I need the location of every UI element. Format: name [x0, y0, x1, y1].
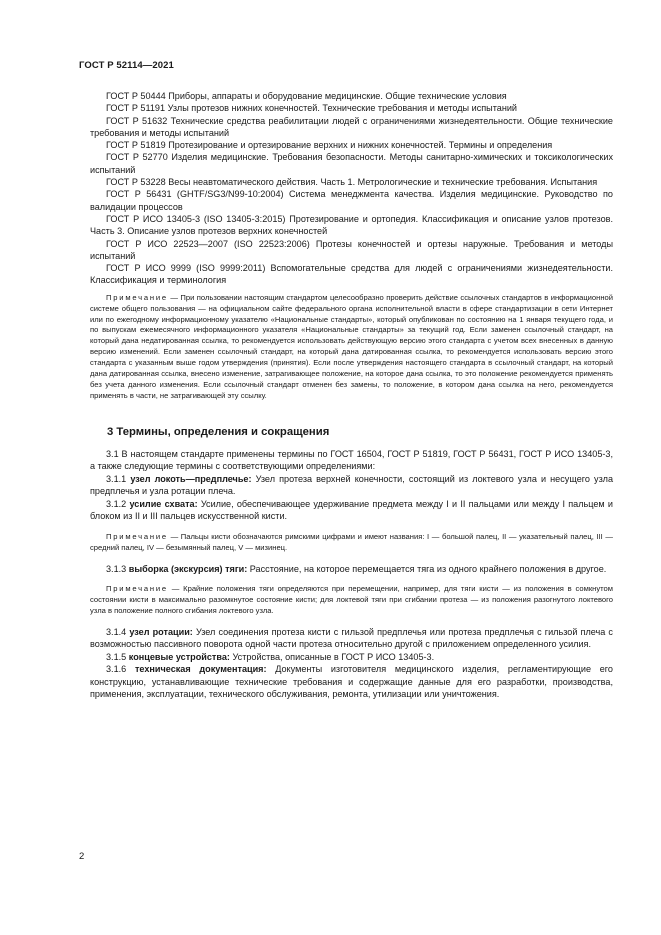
term-number: 3.1.2 [106, 498, 130, 509]
reference-item: ГОСТ Р ИСО 9999 (ISO 9999:2011) Вспомогательные средства для людей с ограничениями жизнедеятельности. Классификация и терминология [90, 263, 613, 286]
term-name: выборка (экскурсия) тяги: [128, 563, 248, 574]
reference-item: ГОСТ Р 52770 Изделия медицинские. Требования безопасности. Методы санитарно-химических и токсикологических испытаний [90, 152, 613, 175]
reference-item: ГОСТ Р 56431 (GHTF/SG3/N99-10:2004) Система менеджмента качества. Изделия медицинские. Руководство по валидации процессов [90, 189, 613, 212]
page-number: 2 [79, 851, 85, 862]
term-name: узел локоть—предплечье: [130, 473, 252, 484]
note-fingers [90, 532, 613, 554]
reference-item: ГОСТ Р 50444 Приборы, аппараты и оборудование медицинские. Общие технические условия [106, 91, 507, 101]
term-name: усилие схвата: [129, 498, 198, 509]
term-3-1-6 [90, 663, 613, 701]
section-intro: 3.1 В настоящем стандарте применены термины по ГОСТ 16504, ГОСТ Р 51819, ГОСТ Р 56431, ГОСТ Р ИСО 13405-3, а также следующие термины с соответствующими определениями: [90, 448, 613, 472]
term-3-1-5 [90, 651, 613, 664]
reference-item: ГОСТ Р 51191 Узлы протезов нижних конечностей. Технические требования и методы испытаний [106, 103, 518, 114]
note-label: Примечание [106, 584, 168, 594]
term-definition: Усилие, обеспечивающее удерживание предмета между I и II пальцами или между I пальцем и блоком из II и III пальцев искусственной кисти. [90, 498, 613, 522]
page-content [90, 90, 613, 701]
reference-item: ГОСТ Р 53228 Весы неавтоматического действия. Часть 1. Метрологические и технические требования. Испытания [106, 177, 598, 188]
note-text: — При пользовании настоящим стандартом целесообразно проверить действие ссылочных стандартов в информационной системе общего пользования — на официальном сайте федерального органа исполнительной власти в сфере стандартизации в сети Интернет или по ежегодному информационному указателю «Национальные стандарты», который опубликован по состоянию на 1 января текущего года, и по выпускам ежемесячного информационного указателя «Национальные стандарты» за текущий год. Если заменен ссылочный стандарт, на который дана недатированная ссылка, то рекомендуется использовать действующую версию этого стандарта с учетом всех внесенных в данную версию изменений. Если заменен ссылочный стандарт, на который дана датированная ссылка, то рекомендуется использовать версию этого стандарта с указанным выше годом утверждения (принятия). Если после утверждения настоящего стандарта в ссылочный стандарт, на который дана датированная ссылка, внесено изменение, затрагивающее положение, на которое дана ссылка, то это положение рекомендуется применять без учета данного изменения. Если ссылочный стандарт отменен без замены, то положение, в котором дана ссылка на него, рекомендуется применять в части, не затрагивающей эту ссылку. [90, 292, 613, 400]
term-definition: Узел протеза верхней конечности, состоящий из локтевого узла и несущего узла предплечья и узла ротации плеча. [90, 473, 613, 497]
document-code-header: ГОСТ Р 52114—2021 [79, 60, 174, 71]
note-label: Примечание [106, 531, 168, 541]
term-name: концевые устройства: [128, 651, 230, 662]
reference-item: ГОСТ Р ИСО 13405-3 (ISO 13405-3:2015) Протезирование и ортопедия. Классификация и описание узлов протезов. Часть 3. Описание узлов протезов верхних конечностей [90, 213, 613, 237]
reference-item: ГОСТ Р ИСО 22523—2007 (ISO 22523:2006) Протезы конечностей и ортезы наружные. Требования и методы испытаний [90, 238, 613, 261]
term-number: 3.1.6 [106, 664, 135, 675]
term-name: техническая документация: [134, 664, 267, 675]
term-3-1-3 [90, 563, 613, 576]
term-name: узел ротации: [129, 626, 193, 637]
note-text: — Пальцы кисти обозначаются римскими цифрами и имеют названия: I — большой палец, II — указательный палец, III — средний палец, IV — безымянный палец, V — мизинец. [90, 531, 613, 552]
term-3-1-1 [90, 473, 613, 498]
note-references [90, 293, 613, 402]
note-label: Примечание [106, 292, 168, 302]
term-definition: Документы изготовителя медицинского изделия, регламентирующие его конструкцию, устанавливающие технические требования и содержащие данные для его разработки, производства, применения, эксплуатации, технического обслуживания, ремонта, утилизации или уничтожения. [90, 664, 613, 700]
term-definition: Устройства, описанные в ГОСТ Р ИСО 13405-3. [229, 651, 435, 662]
normative-references-list [90, 90, 613, 287]
term-definition: Узел соединения протеза кисти с гильзой предплечья или протеза предплечья с гильзой плеча с возможностью пассивного поворота одной части протеза относительно другой с приложением определенного усилия. [90, 626, 613, 650]
term-number: 3.1.4 [106, 626, 130, 637]
term-number: 3.1.3 [106, 563, 129, 574]
note-excursion [90, 584, 613, 617]
term-3-1-2 [90, 498, 613, 523]
reference-item: ГОСТ Р 51632 Технические средства реабилитации людей с ограничениями жизнедеятельности. Общие технические требования и методы испытаний [90, 115, 613, 138]
section-title: 3 Термины, определения и сокращения [107, 425, 330, 438]
term-number: 3.1.1 [106, 473, 131, 484]
term-number: 3.1.5 [106, 651, 129, 662]
term-3-1-4 [90, 626, 613, 651]
reference-item: ГОСТ Р 51819 Протезирование и ортезирование верхних и нижних конечностей. Термины и определения [106, 140, 553, 151]
note-text: — Крайние положения тяги определяются при перемещении, например, для тяги кисти — из положения в сомкнутом состоянии кисти в максимально разомкнутое состояние кисти; для локтевой тяги при сгибании протеза — из положения разогнутого локтевого узла в положение полного сгибания локтевого узла. [90, 584, 613, 615]
term-definition: Расстояние, на которое перемещается тяга из одного крайнего положения в другое. [247, 563, 607, 574]
